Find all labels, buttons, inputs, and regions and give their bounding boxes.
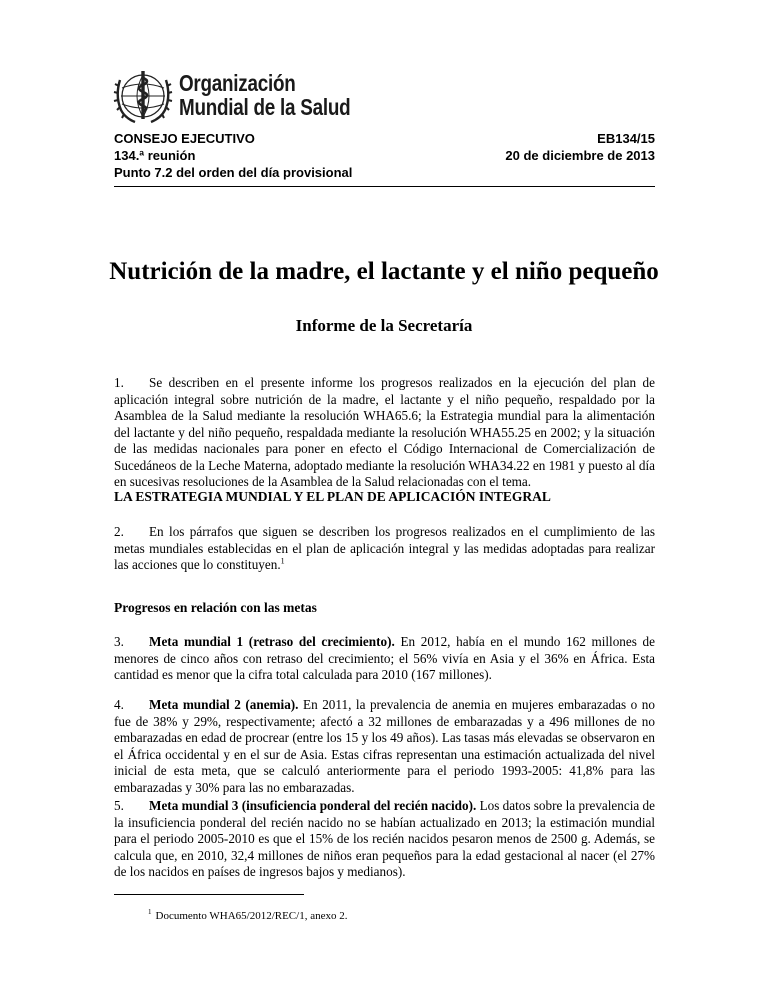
paragraph-text: Se describen en el presente informe los progresos realizados en la ejecución del plan de aplicación integral sobre nutrición de la madre, el lactante y el niño pequeño, respaldado por la Asamblea de la Salud mediante la resolución WHA65.6; la Estrategia mundial para la alimentación del lactante y del niño pequeño, respaldada mediante la resolución WHA55.25 en 2002; y la situación de las medidas nacionales para poner en efecto el Código Internacional de Comercialización de Sucedáneos de la Leche Materna, adoptado mediante la resolución WHA34.22 en 1981 y puesto al día en sucesivas resoluciones de la Asamblea de la Salud relacionadas con el tema.	[114, 375, 655, 489]
paragraph-number: 5.	[114, 798, 124, 813]
paragraph-4	[114, 697, 655, 796]
paragraph-text: En 2012, había en el mundo 162 millones de menores de cinco años con retraso del crecimiento; el 56% vivía en Asia y el 36% en África. Esta cantidad es menor que la cifra total calculada para 2010 (167 millones).	[114, 634, 656, 682]
footnote-number: 1	[148, 908, 152, 917]
who-emblem-icon	[113, 66, 173, 126]
section-heading: LA ESTRATEGIA MUNDIAL Y EL PLAN DE APLICACIÓN INTEGRAL	[114, 489, 551, 504]
paragraph-number: 4.	[114, 697, 124, 712]
document-date: 20 de diciembre de 2013	[505, 148, 655, 163]
paragraph-number: 1.	[114, 375, 124, 390]
paragraph-3	[114, 634, 655, 684]
paragraph-lead: Meta mundial 1 (retraso del crecimiento).	[149, 634, 395, 649]
document-subtitle: Informe de la Secretaría	[295, 316, 473, 335]
footnote-divider	[114, 894, 304, 895]
paragraph-1	[114, 375, 655, 491]
paragraph-number: 2.	[114, 524, 124, 539]
who-logo	[113, 66, 353, 126]
footnote-text: Documento WHA65/2012/REC/1, anexo 2.	[155, 910, 348, 922]
agenda-item: Punto 7.2 del orden del día provisional	[114, 165, 353, 180]
paragraph-text: En los párrafos que siguen se describen los progresos realizados en el cumplimiento de las metas mundiales establecidas en el plan de aplicación integral y las medidas adoptadas para realizar las acciones que lo constituyen.	[114, 524, 655, 572]
paragraph-number: 3.	[114, 634, 124, 649]
paragraph-2	[114, 524, 655, 574]
paragraph-text: En 2011, la prevalencia de anemia en mujeres embarazadas o no fue de 38% y 29%, respectivamente; afectó a 32 millones de embarazadas y a 496 millones de no embarazadas en edad de procrear (entre los 15 y los 49 años). Las tasas más elevadas se observaron en el África occidental y en el sur de Asia. Estas cifras representan una estimación actualizada del nivel inicial de esta meta, que se calculó anteriormente para el periodo 1993-2005: 41,8% para las embarazadas y 30% para las no embarazadas.	[114, 697, 655, 795]
footnote-ref[interactable]: 1	[280, 556, 285, 566]
paragraph-lead: Meta mundial 3 (insuficiencia ponderal del recién nacido).	[149, 798, 477, 813]
subsection-heading: Progresos en relación con las metas	[114, 600, 317, 615]
paragraph-5	[114, 798, 655, 881]
session-body: CONSEJO EJECUTIVO	[114, 131, 255, 146]
session-info	[114, 130, 352, 181]
paragraph-text: Los datos sobre la prevalencia de la insuficiencia ponderal del recién nacido no se habían actualizado en 2013; la estimación mundial para el periodo 2005-2010 es que el 15% de los recién nacidos pesaron menos de 2500 g. Además, se calcula que, en 2010, 32,4 millones de niños eran pequeños para la edad gestacional al nacer (el 27% de los nacidos en países de ingresos bajos y medianos).	[114, 798, 655, 879]
footnote	[148, 910, 347, 922]
paragraph-lead: Meta mundial 2 (anemia).	[149, 697, 299, 712]
logo-text-line-2: Mundial de la Salud	[179, 94, 351, 120]
session-number: 134.ª reunión	[114, 148, 196, 163]
document-symbol: EB134/15	[597, 131, 655, 146]
document-info	[505, 130, 655, 164]
header-divider	[114, 186, 655, 187]
logo-text-line-1: Organización	[179, 70, 296, 96]
document-title: Nutrición de la madre, el lactante y el niño pequeño	[109, 258, 659, 285]
